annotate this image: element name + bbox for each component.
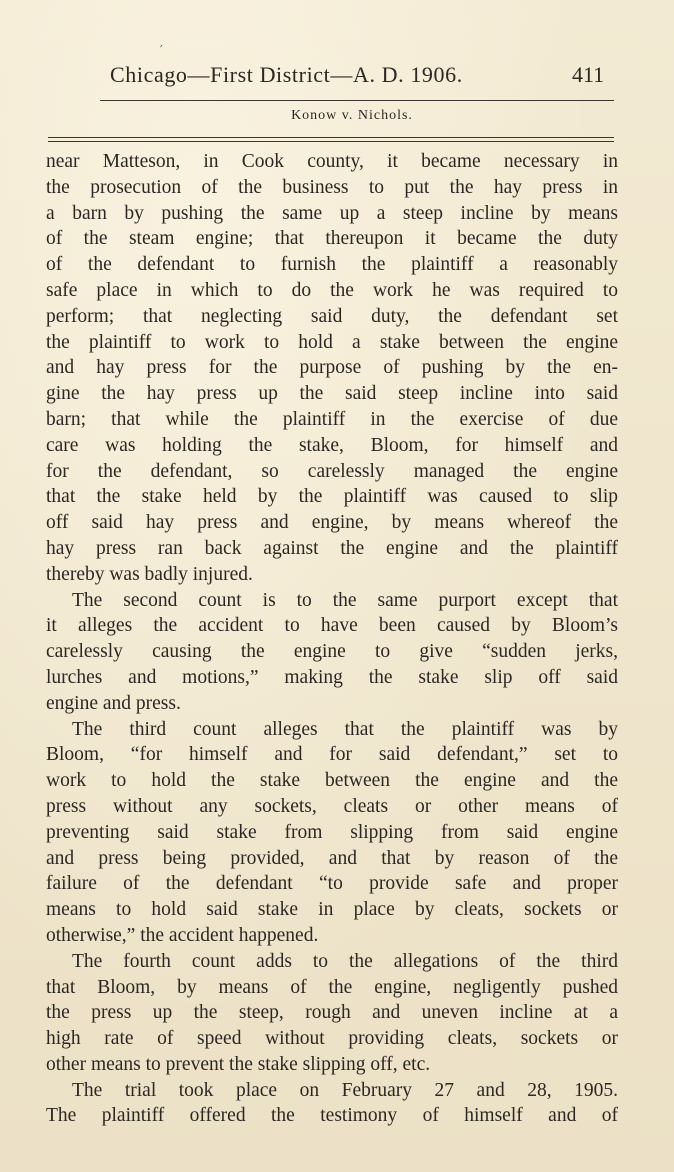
paragraph-first-line: The third count alleges that the plaintiff was by bbox=[72, 718, 618, 740]
text-line: preventing said stake from slipping from said engine bbox=[46, 821, 618, 843]
text-line: failure of the defendant “to provide safe and proper bbox=[46, 873, 618, 895]
header-rule bbox=[100, 100, 614, 101]
paragraph-first-line: The fourth count adds to the allegations of the third bbox=[72, 950, 618, 972]
text-line: of the steam engine; that thereupon it became the duty bbox=[46, 228, 618, 250]
text-line: near Matteson, in Cook county, it became necessary in bbox=[46, 151, 618, 172]
text-line: it alleges the accident to have been caused by Bloom’s bbox=[46, 615, 618, 637]
text-line: the press up the steep, rough and uneven incline at a bbox=[46, 1002, 618, 1024]
caption-double-rule bbox=[48, 137, 614, 142]
text-line: and hay press for the purpose of pushing by the en- bbox=[46, 357, 618, 379]
body-text bbox=[46, 149, 618, 1129]
running-head bbox=[0, 58, 674, 98]
text-line: off said hay press and engine, by means whereof the bbox=[46, 512, 618, 534]
text-line: lurches and motions,” making the stake slip off said bbox=[46, 666, 618, 688]
text-line: thereby was badly injured. bbox=[46, 563, 253, 585]
text-line: high rate of speed without providing cleats, sockets or bbox=[46, 1028, 618, 1050]
text-line: for the defendant, so carelessly managed the engine bbox=[46, 460, 618, 482]
case-caption: Konow v. Nichols. bbox=[291, 108, 413, 123]
text-line: other means to prevent the stake slipping off, etc. bbox=[46, 1053, 431, 1075]
text-line: carelessly causing the engine to give “sudden jerks, bbox=[46, 641, 618, 663]
text-line: of the defendant to furnish the plaintiff a reasonably bbox=[46, 254, 618, 276]
case-caption-wrapper bbox=[0, 108, 674, 124]
page-number: 411 bbox=[572, 62, 605, 87]
text-line: gine the hay press up the said steep incline into said bbox=[46, 383, 618, 405]
text-line: means to hold said stake in place by cleats, sockets or bbox=[46, 899, 618, 921]
text-line: care was holding the stake, Bloom, for himself and bbox=[46, 434, 618, 456]
running-title: Chicago—First District—A. D. 1906. bbox=[110, 62, 463, 87]
text-line: engine and press. bbox=[46, 692, 181, 714]
text-line: perform; that neglecting said duty, the defendant set bbox=[46, 305, 618, 327]
text-line: barn; that while the plaintiff in the exercise of due bbox=[46, 408, 618, 430]
stray-ink-mark: ′ bbox=[160, 43, 163, 57]
text-line: the prosecution of the business to put the hay press in bbox=[46, 176, 618, 198]
paragraph-first-line: The second count is to the same purport except that bbox=[72, 589, 618, 611]
text-line: a barn by pushing the same up a steep incline by means bbox=[46, 202, 618, 224]
text-line: Bloom, “for himself and for said defendant,” set to bbox=[46, 744, 618, 766]
paragraph-first-line: The trial took place on February 27 and 28, 1905. bbox=[72, 1079, 618, 1101]
text-line: that Bloom, by means of the engine, negligently pushed bbox=[46, 976, 618, 998]
text-line: otherwise,” the accident happened. bbox=[46, 924, 319, 946]
text-line: hay press ran back against the engine and the plaintiff bbox=[46, 537, 618, 559]
text-line: the plaintiff to work to hold a stake between the engine bbox=[46, 331, 618, 353]
text-line: press without any sockets, cleats or other means of bbox=[46, 795, 618, 817]
text-line: The plaintiff offered the testimony of himself and of bbox=[46, 1105, 618, 1127]
text-line: safe place in which to do the work he was required to bbox=[46, 279, 618, 301]
text-line: that the stake held by the plaintiff was caused to slip bbox=[46, 486, 618, 508]
text-line: work to hold the stake between the engine and the bbox=[46, 770, 618, 792]
text-line: and press being provided, and that by reason of the bbox=[46, 847, 618, 869]
